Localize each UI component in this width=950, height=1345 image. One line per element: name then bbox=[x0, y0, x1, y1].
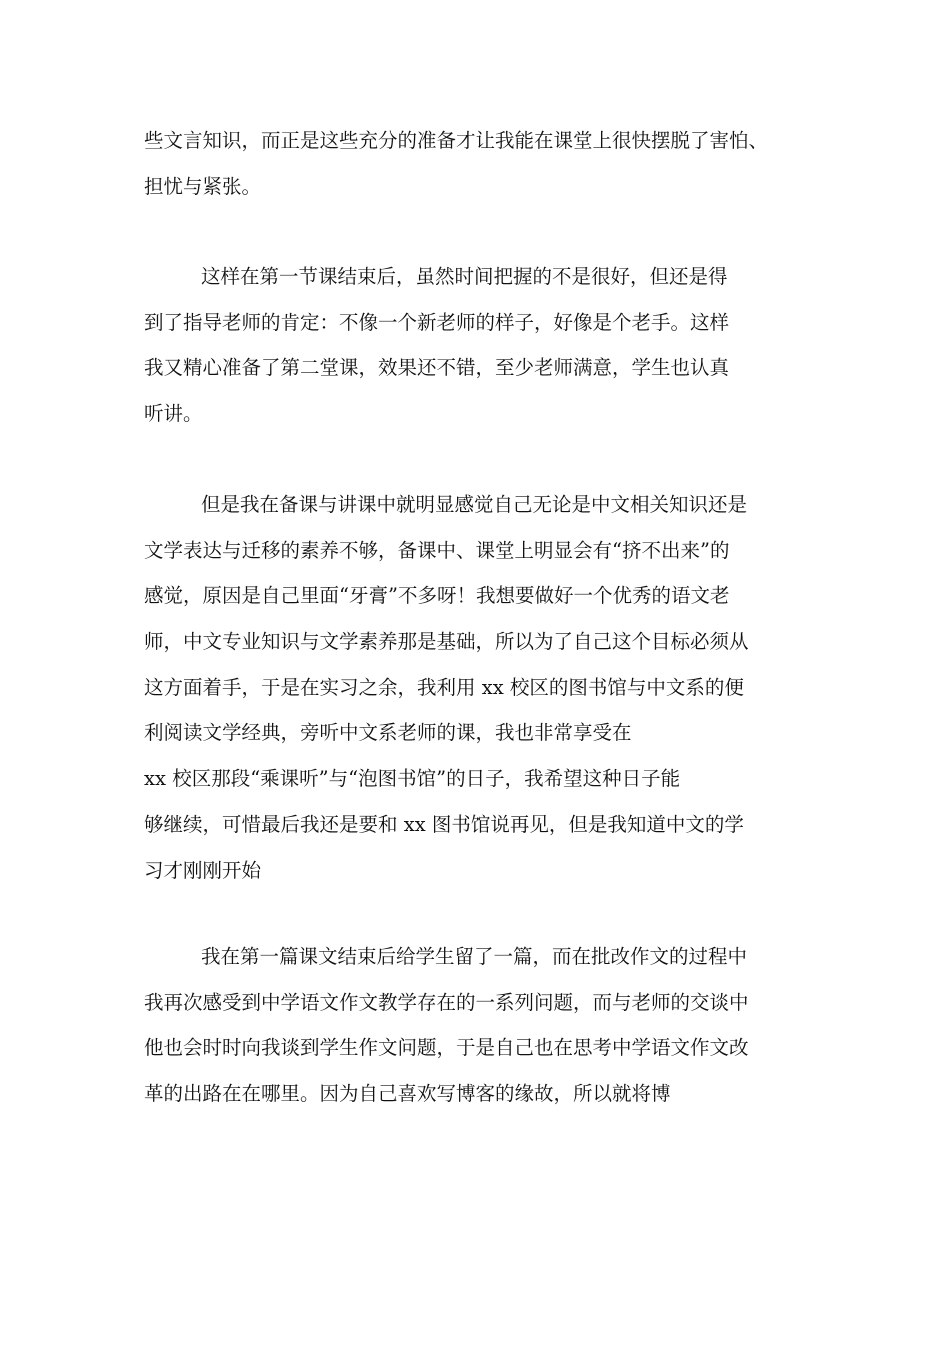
text-line: 这方面着手，于是在实习之余，我利用 xx 校区的图书馆与中文系的便 bbox=[144, 675, 744, 699]
text-line: 但是我在备课与讲课中就明显感觉自己无论是中文相关知识还是 bbox=[201, 493, 748, 516]
text-line: 担忧与紧张。 bbox=[144, 174, 262, 198]
text-line: 利阅读文学经典，旁听中文系老师的课，我也非常享受在 bbox=[144, 721, 632, 745]
paragraph-4 bbox=[144, 934, 824, 1117]
text-line: 我又精心准备了第二堂课，效果还不错，至少老师满意，学生也认真 bbox=[144, 356, 730, 380]
text-line: 他也会时时向我谈到学生作文问题，于是自己也在思考中学语文作文改 bbox=[144, 1036, 749, 1060]
text-line: 我在第一篇课文结束后给学生留了一篇，而在批改作文的过程中 bbox=[201, 945, 748, 968]
text-line: 我再次感受到中学语文作文教学存在的一系列问题，而与老师的交谈中 bbox=[144, 990, 749, 1014]
paragraph-2 bbox=[144, 254, 824, 437]
text-line: 师，中文专业知识与文学素养那是基础，所以为了自己这个目标必须从 bbox=[144, 630, 749, 654]
text-line: 够继续，可惜最后我还是要和 xx 图书馆说再见，但是我知道中文的学 bbox=[144, 812, 744, 836]
text-line: 些文言知识，而正是这些充分的准备才让我能在课堂上很快摆脱了害怕、 bbox=[144, 129, 769, 152]
text-line: xx 校区那段“乘课听”与“泡图书馆”的日子，我希望这种日子能 bbox=[144, 767, 681, 791]
text-line: 到了指导老师的肯定：不像一个新老师的样子，好像是个老手。这样 bbox=[144, 310, 730, 334]
paragraph-1 bbox=[144, 118, 824, 209]
paragraph-3 bbox=[144, 482, 824, 893]
text-line: 习才刚刚开始 bbox=[144, 858, 262, 882]
text-line: 革的出路在在哪里。因为自己喜欢写博客的缘故，所以就将博 bbox=[144, 1082, 671, 1106]
text-line: 听讲。 bbox=[144, 402, 203, 426]
text-line: 这样在第一节课结束后，虽然时间把握的不是很好，但还是得 bbox=[201, 265, 728, 288]
text-line: 文学表达与迁移的素养不够，备课中、课堂上明显会有“挤不出来”的 bbox=[144, 538, 730, 562]
text-line: 感觉，原因是自己里面“牙膏”不多呀！我想要做好一个优秀的语文老 bbox=[144, 584, 730, 608]
